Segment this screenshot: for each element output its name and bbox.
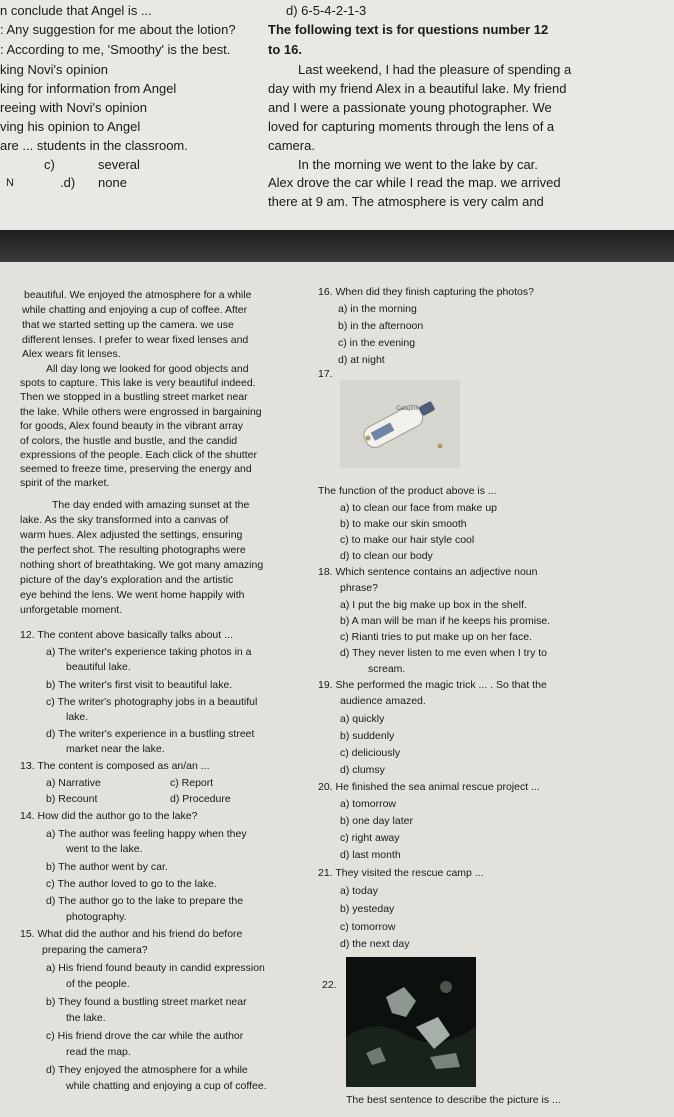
question-21: 21. They visited the rescue camp ...	[318, 867, 484, 879]
story-line: seemed to freeze time, preserving the energy and	[20, 463, 252, 475]
story-line: The day ended with amazing sunset at the	[52, 499, 250, 511]
option-18b: b) A man will be man if he keeps his promise.	[340, 615, 551, 627]
reading-heading: The following text is for questions number 12	[268, 22, 549, 37]
question-14: 14. How did the author go to the lake?	[20, 810, 198, 822]
passage-line: In the morning we went to the lake by car.	[298, 157, 538, 172]
story-line: the perfect shot. The resulting photographs were	[20, 544, 246, 556]
option-13a: a) Narrative	[46, 777, 101, 789]
option-12b: b) The writer's first visit to beautiful lake.	[46, 679, 233, 691]
story-line: nothing short of breathtaking. We got many amazing	[20, 559, 264, 571]
option-20b: b) one day later	[340, 815, 413, 827]
option-15c: c) His friend drove the car while the author	[46, 1030, 244, 1042]
story-line: beautiful. We enjoyed the atmosphere for a while	[24, 289, 252, 301]
option-15a-cont: of the people.	[66, 978, 130, 990]
story-line: that we started setting up the camera. we use	[22, 319, 234, 331]
question-15-cont: preparing the camera?	[42, 944, 148, 956]
option-14a: a) The author was feeling happy when they	[46, 828, 247, 840]
option-19a: a) quickly	[340, 713, 385, 725]
passage-line: there at 9 am. The atmosphere is very calm and	[268, 194, 544, 209]
question-22-number: 22.	[322, 979, 337, 991]
question-19: 19. She performed the magic trick ... . So that the	[318, 679, 547, 691]
story-line: lake. As the sky transformed into a canvas of	[20, 514, 229, 526]
upper-page	[0, 0, 674, 230]
option-line: king for information from Angel	[0, 81, 177, 96]
question-17-number: 17.	[318, 368, 333, 380]
option-13c: c) Report	[170, 777, 214, 789]
option-13b: b) Recount	[46, 793, 98, 805]
question-22: The best sentence to describe the picture is ...	[346, 1094, 561, 1106]
option-21a: a) today	[340, 885, 378, 897]
story-line: All day long we looked for good objects and	[46, 363, 249, 375]
pen-mark: N	[6, 177, 14, 189]
option-19c: c) deliciously	[340, 747, 401, 759]
question-17: The function of the product above is ...	[318, 485, 497, 497]
option-15d-cont: while chatting and enjoying a cup of coffee.	[66, 1080, 267, 1092]
question-16: 16. When did they finish capturing the photos?	[318, 286, 534, 298]
option-17b: b) to make our skin smooth	[340, 518, 467, 530]
option-18a: a) I put the big make up box in the shelf.	[340, 599, 527, 611]
option-14d-cont: photography.	[66, 911, 127, 923]
option-19d: d) clumsy	[340, 764, 385, 776]
option-12c: c) The writer's photography jobs in a beautiful	[46, 696, 258, 708]
option-16a: a) in the morning	[338, 303, 417, 315]
option-15d: d) They enjoyed the atmosphere for a while	[46, 1064, 248, 1076]
option-15b-cont: the lake.	[66, 1012, 106, 1024]
lower-page	[0, 262, 674, 1117]
passage-line: and I were a passionate young photographer. We	[268, 100, 552, 115]
passage-line: camera.	[268, 138, 315, 153]
option-21c: c) tomorrow	[340, 921, 396, 933]
option-16d: d) at night	[338, 354, 385, 366]
option-20c: c) right away	[340, 832, 400, 844]
question-18-cont: phrase?	[340, 582, 378, 594]
story-line: warm hues. Alex adjusted the settings, ensuring	[20, 529, 243, 541]
option-12d: d) The writer's experience in a bustling street	[46, 728, 255, 740]
option-16c: c) in the evening	[338, 337, 416, 349]
option-21b: b) yesteday	[340, 903, 395, 915]
story-line: different lenses. I prefer to wear fixed lenses and	[22, 334, 249, 346]
option-18d: d) They never listen to me even when I try to	[340, 647, 547, 659]
option-21d: d) the next day	[340, 938, 410, 950]
option-17c: c) to make our hair style cool	[340, 534, 475, 546]
rescue-camp-photo-icon	[346, 957, 476, 1087]
story-line: spirit of the market.	[20, 477, 110, 489]
option-15c-cont: read the map.	[66, 1046, 131, 1058]
passage-line: day with my friend Alex in a beautiful lake. My friend	[268, 81, 567, 96]
option-line: d) 6-5-4-2-1-3	[286, 3, 367, 18]
option-18d-cont: scream.	[368, 663, 406, 675]
story-line: picture of the day's exploration and the artistic	[20, 574, 234, 586]
option-12c-cont: lake.	[66, 711, 89, 723]
option-15a: a) His friend found beauty in candid expression	[46, 962, 265, 974]
option-12a: a) The writer's experience taking photos in a	[46, 646, 252, 658]
photo-gap	[0, 230, 674, 262]
option-letter: .d)	[60, 175, 76, 190]
question-15: 15. What did the author and his friend do before	[20, 928, 243, 940]
option-17a: a) to clean our face from make up	[340, 502, 497, 514]
option-18c: c) Rianti tries to put make up on her face.	[340, 631, 533, 643]
passage-line: Alex drove the car while I read the map. we arrived	[268, 175, 561, 190]
option-16b: b) in the afternoon	[338, 320, 424, 332]
question-13: 13. The content is composed as an/an ...	[20, 760, 210, 772]
option-text: none	[98, 175, 127, 190]
option-12a-cont: beautiful lake.	[66, 661, 131, 673]
product-label: Cetaphil	[396, 406, 419, 412]
option-20a: a) tomorrow	[340, 798, 397, 810]
passage-line: loved for capturing moments through the lens of a	[268, 119, 555, 134]
question-line: are ... students in the classroom.	[0, 138, 188, 153]
dialog-line: : According to me, 'Smoothy' is the best.	[0, 42, 231, 57]
passage-line: Last weekend, I had the pleasure of spending a	[298, 62, 572, 77]
lotion-bottle-icon	[340, 380, 460, 468]
rescue-photo	[346, 957, 476, 1087]
option-19b: b) suddenly	[340, 730, 395, 742]
story-line: unforgetable moment.	[20, 604, 123, 616]
option-15b: b) They found a bustling street market near	[46, 996, 247, 1008]
story-line: eye behind the lens. We went home happily with	[20, 589, 245, 601]
story-line: of colors, the hustle and bustle, and the candid	[20, 435, 238, 447]
option-14d: d) The author go to the lake to prepare the	[46, 895, 244, 907]
question-18: 18. Which sentence contains an adjective noun	[318, 566, 538, 578]
conclusion-line: n conclude that Angel is ...	[0, 3, 152, 18]
reading-heading: to 16.	[268, 42, 302, 57]
story-line: for goods, Alex found beauty in the vibrant array	[20, 420, 243, 432]
option-17d: d) to clean our body	[340, 550, 433, 562]
product-image	[340, 380, 460, 468]
option-letter: c)	[44, 157, 55, 172]
option-line: ving his opinion to Angel	[0, 119, 141, 134]
story-line: Then we stopped in a bustling street market near	[20, 391, 248, 403]
option-text: several	[98, 157, 140, 172]
option-14c: c) The author loved to go to the lake.	[46, 878, 217, 890]
story-line: the lake. While others were engrossed in bargaining	[20, 406, 262, 418]
option-line: reeing with Novi's opinion	[0, 100, 148, 115]
option-14a-cont: went to the lake.	[66, 843, 143, 855]
option-20d: d) last month	[340, 849, 401, 861]
dialog-line: : Any suggestion for me about the lotion?	[0, 22, 236, 37]
story-line: expressions of the people. Each click of the shutter	[20, 449, 257, 461]
story-line: Alex wears fit lenses.	[22, 348, 121, 360]
option-line: king Novi's opinion	[0, 62, 108, 77]
question-19-cont: audience amazed.	[340, 695, 426, 707]
question-12: 12. The content above basically talks about ...	[20, 629, 233, 641]
story-line: while chatting and enjoying a cup of coffee. After	[22, 304, 248, 316]
option-13d: d) Procedure	[170, 793, 231, 805]
question-20: 20. He finished the sea animal rescue project ...	[318, 781, 540, 793]
option-14b: b) The author went by car.	[46, 861, 168, 873]
option-12d-cont: market near the lake.	[66, 743, 165, 755]
story-line: spots to capture. This lake is very beautiful indeed.	[20, 377, 256, 389]
